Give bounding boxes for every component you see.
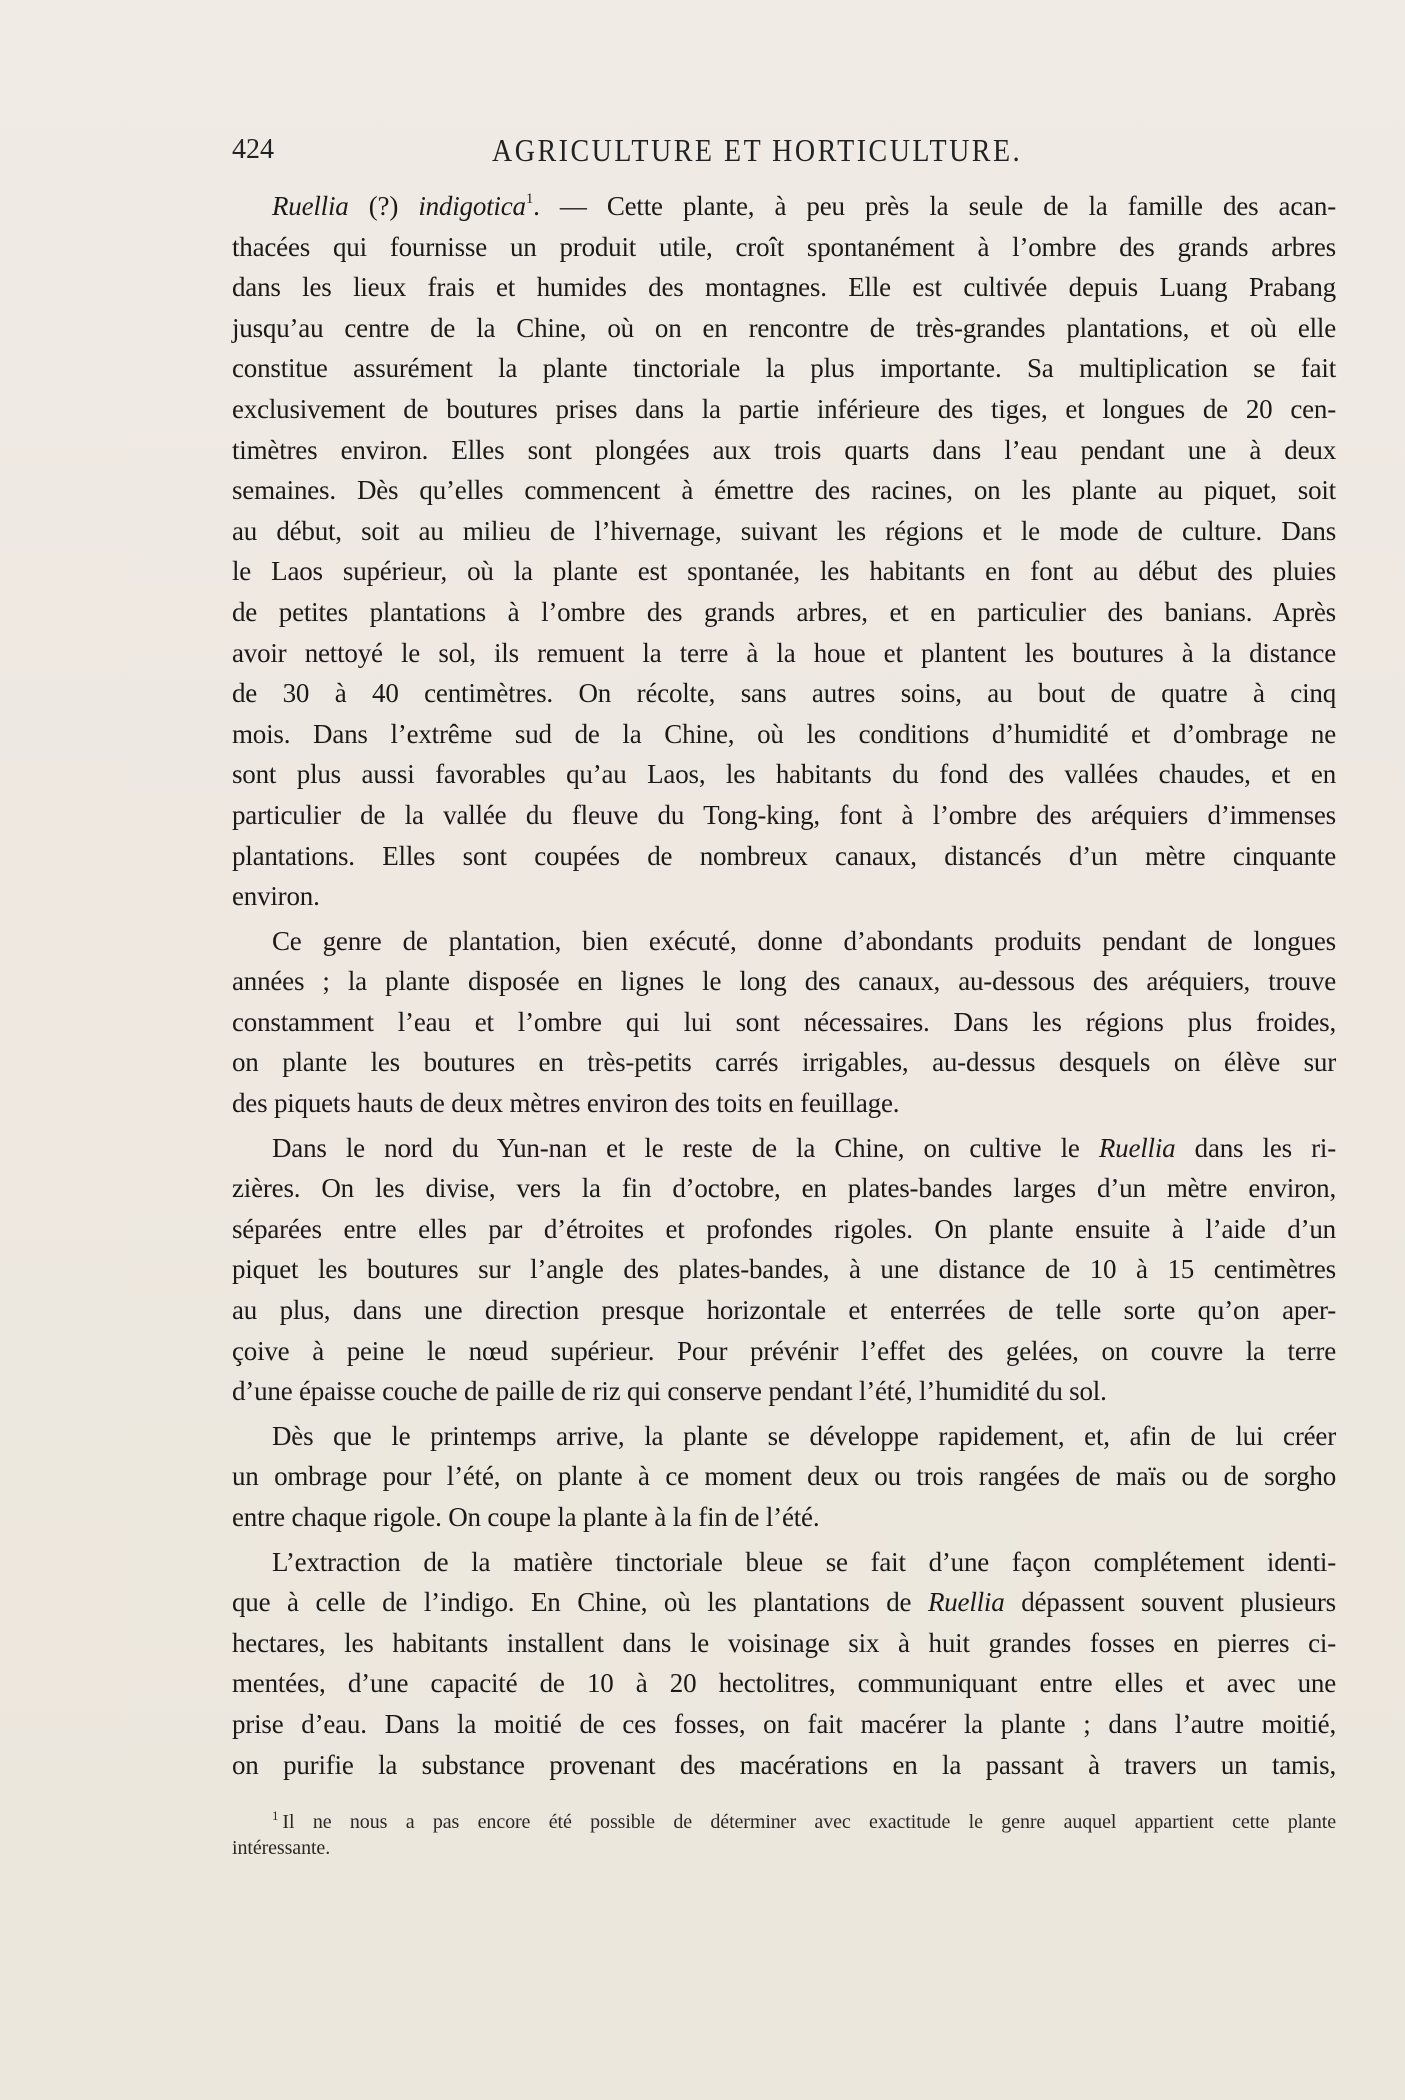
running-header — [232, 130, 1336, 174]
book-page — [232, 130, 1336, 1861]
text-line: on purifie la substance provenant des macérations en la passant à travers un tamis, — [232, 1749, 1336, 1780]
text-line: Dans le nord du Yun-nan et le reste de la Chine, on cultive le Ruellia dans les ri- — [272, 1132, 1336, 1163]
text-line: au début, soit au milieu de l’hivernage, suivant les régions et le mode de culture. Dans — [232, 515, 1336, 546]
text-line: un ombrage pour l’été, on plante à ce moment deux ou trois rangées de maïs ou de sorgho — [232, 1461, 1336, 1492]
species-name-epithet: indigotica — [418, 191, 526, 221]
text-line: zières. On les divise, vers la fin d’octobre, en plates-bandes larges d’un mètre environ, — [232, 1173, 1336, 1204]
paragraph-4 — [232, 1416, 1336, 1538]
footnote-line: $^1$ Il ne nous a pas encore été possible de déterminer avec exactitude le genre auquel appartient cette plante — [272, 1808, 1336, 1834]
text-line: au plus, dans une direction presque horizontale et enterrées de telle sorte qu’on aper- — [232, 1295, 1336, 1326]
text-line: piquet les boutures sur l’angle des plates-bandes, à une distance de 10 à 15 centimètres — [232, 1254, 1336, 1285]
page-number: 424 — [232, 134, 274, 165]
paragraph-5 — [232, 1542, 1336, 1786]
text-line: sont plus aussi favorables qu’au Laos, les habitants du fond des vallées chaudes, et en — [232, 759, 1336, 790]
text-line: exclusivement de boutures prises dans la partie inférieure des tiges, et longues de 20 cen- — [232, 393, 1336, 424]
text-line: on plante les boutures en très-petits carrés irrigables, au-dessus desquels on élève sur — [232, 1047, 1336, 1078]
text-line: mois. Dans l’extrême sud de la Chine, où les conditions d’humidité et d’ombrage ne — [232, 718, 1336, 749]
genus-name: Ruellia — [927, 1587, 1005, 1618]
footnote-number: 1 — [272, 1808, 279, 1824]
body-text — [232, 186, 1336, 1785]
footnote-line: intéressante. — [232, 1837, 331, 1860]
text-line: Ruellia (?) indigotica$^1$. — Cette plante, à peu près la seule de la famille des acan- — [272, 191, 1337, 221]
footnote — [232, 1809, 1336, 1861]
text-line: semaines. Dès qu’elles commencent à émettre des racines, on les plante au piquet, soit — [232, 475, 1336, 506]
text-line: mentées, d’une capacité de 10 à 20 hectolitres, communiquant entre elles et avec une — [232, 1668, 1336, 1699]
text-line: particulier de la vallée du fleuve du Tong-king, font à l’ombre des aréquiers d’immenses — [232, 799, 1336, 830]
genus-name: Ruellia — [1098, 1132, 1176, 1163]
text-line: thacées qui fournisse un produit utile, croît spontanément à l’ombre des grands arbres — [232, 231, 1336, 262]
text-line: que à celle de l’indigo. En Chine, où les plantations de Ruellia dépassent souvent plusieurs — [232, 1587, 1336, 1618]
text-line: des piquets hauts de deux mètres environ des toits en feuillage. — [232, 1088, 900, 1119]
text-line: avoir nettoyé le sol, ils remuent la terre à la houe et plantent les boutures à la distance — [232, 637, 1336, 668]
text-line: de 30 à 40 centimètres. On récolte, sans autres soins, au bout de quatre à cinq — [232, 678, 1336, 709]
text-line: hectares, les habitants installent dans le voisinage six à huit grandes fosses en pierres ci- — [232, 1627, 1336, 1658]
footnote-reference[interactable]: 1 — [525, 191, 534, 207]
text-line: environ. — [232, 881, 320, 912]
text-line: années ; la plante disposée en lignes le long des canaux, au-dessous des aréquiers, trouve — [232, 966, 1336, 997]
text-line: prise d’eau. Dans la moitié de ces fosses, on fait macérer la plante ; dans l’autre moitié, — [232, 1708, 1336, 1739]
paragraph-3 — [232, 1128, 1336, 1412]
text-line: constamment l’eau et l’ombre qui lui sont nécessaires. Dans les régions plus froides, — [232, 1006, 1336, 1037]
text-line: le Laos supérieur, où la plante est spontanée, les habitants en font au début des pluies — [232, 556, 1336, 587]
text-line: constitue assurément la plante tinctoriale la plus importante. Sa multiplication se fait — [232, 353, 1336, 384]
text-line: timètres environ. Elles sont plongées aux trois quarts dans l’eau pendant une à deux — [232, 434, 1336, 465]
text-line: dans les lieux frais et humides des montagnes. Elle est cultivée depuis Luang Prabang — [232, 272, 1336, 303]
running-title: AGRICULTURE ET HORTICULTURE. — [492, 134, 1023, 169]
text-line: séparées entre elles par d’étroites et profondes rigoles. On plante ensuite à l’aide d’un — [232, 1213, 1336, 1244]
text-line: de petites plantations à l’ombre des grands arbres, et en particulier des banians. Après — [232, 596, 1336, 627]
text-line: L’extraction de la matière tinctoriale bleue se fait d’une façon complétement identi- — [272, 1546, 1336, 1577]
text-line: çoive à peine le nœud supérieur. Pour prévénir l’effet des gelées, on couvre la terre — [232, 1335, 1336, 1366]
text-line: entre chaque rigole. On coupe la plante à la fin de l’été. — [232, 1502, 820, 1532]
text-line: Ce genre de plantation, bien exécuté, donne d’abondants produits pendant de longues — [272, 925, 1336, 956]
species-name-genus: Ruellia — [272, 191, 349, 221]
text-line: Dès que le printemps arrive, la plante se développe rapidement, et, afin de lui créer — [272, 1420, 1336, 1451]
text-line: jusqu’au centre de la Chine, où on en rencontre de très-grandes plantations, et où elle — [232, 312, 1336, 343]
paragraph-1 — [232, 186, 1336, 917]
paragraph-2 — [232, 921, 1336, 1124]
text-line: plantations. Elles sont coupées de nombreux canaux, distancés d’un mètre cinquante — [232, 840, 1336, 871]
text-line: d’une épaisse couche de paille de riz qui conserve pendant l’été, l’humidité du sol. — [232, 1376, 1107, 1407]
